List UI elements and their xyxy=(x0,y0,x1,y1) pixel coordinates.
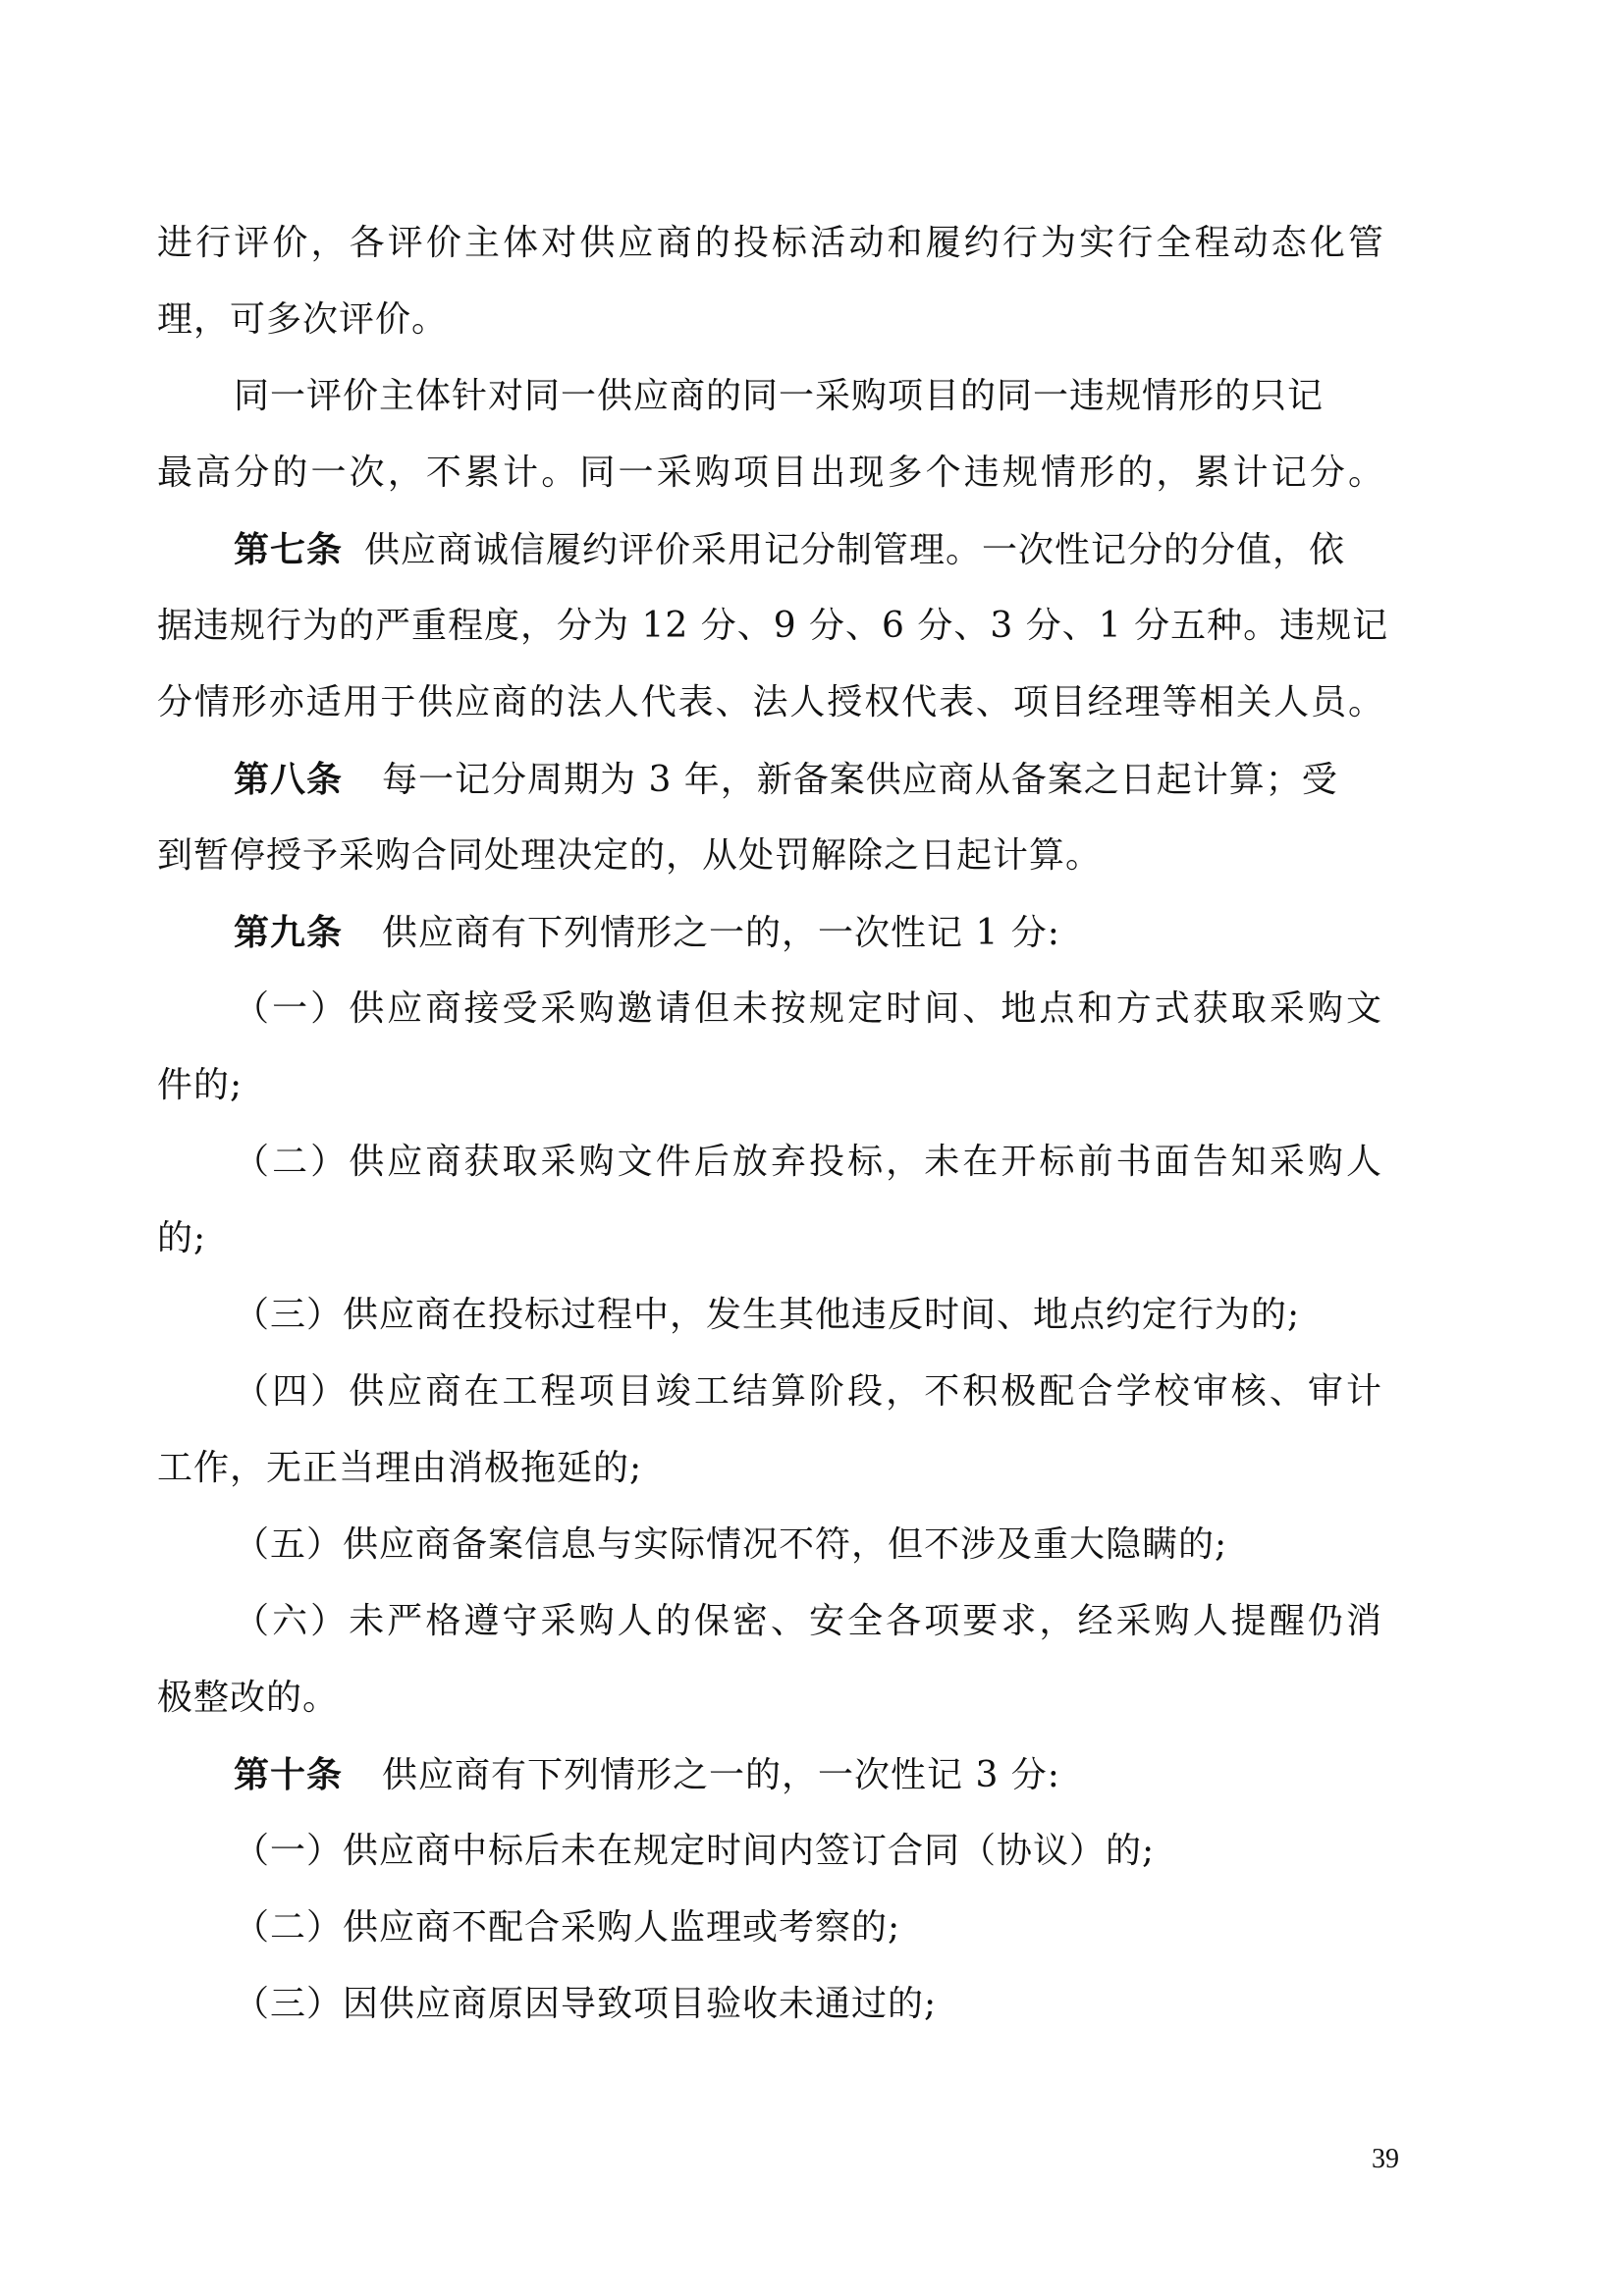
list-item-line xyxy=(234,1286,1384,1345)
article-heading-7: 第七条 xyxy=(234,529,344,570)
line-text: 到暂停授予采购合同处理决定的，从处罚解除之日起计算。 xyxy=(157,835,1103,876)
line-text: （一）供应商中标后未在规定时间内签订合同（协议）的; xyxy=(234,1831,1156,1871)
paragraph-line xyxy=(157,673,1384,732)
list-item-line xyxy=(234,1975,1384,2034)
line-text: （二）供应商不配合采购人监理或考察的; xyxy=(234,1907,901,1948)
list-item-line xyxy=(234,1133,1384,1192)
line-text: 据违规行为的严重程度，分为 12 分、9 分、6 分、3 分、1 分五种。违规记 xyxy=(157,606,1389,646)
article-heading-9: 第九条 xyxy=(234,912,344,953)
line-text: 供应商有下列情形之一的，一次性记 1 分: xyxy=(382,913,1060,953)
line-text: （六）未严格遵守采购人的保密、安全各项要求，经采购人提醒仍消 xyxy=(234,1601,1384,1641)
paragraph-line xyxy=(234,367,1384,426)
line-text: 进行评价，各评价主体对供应商的投标活动和履约行为实行全程动态化管 xyxy=(157,223,1384,263)
article-line xyxy=(234,1745,1384,1804)
line-text: （一）供应商接受采购邀请但未按规定时间、地点和方式获取采购文 xyxy=(234,988,1384,1029)
list-item-line xyxy=(234,1898,1384,1957)
list-item-line xyxy=(234,980,1384,1039)
line-text: （二）供应商获取采购文件后放弃投标，未在开标前书面告知采购人 xyxy=(234,1142,1384,1182)
line-text: 件的; xyxy=(157,1065,243,1105)
paragraph-line xyxy=(157,214,1384,273)
line-text: 分情形亦适用于供应商的法人代表、法人授权代表、项目经理等相关人员。 xyxy=(157,682,1384,722)
list-item-line xyxy=(234,1516,1384,1575)
list-item-line xyxy=(234,1592,1384,1651)
article-heading-10: 第十条 xyxy=(234,1754,344,1795)
paragraph-line xyxy=(157,1209,1384,1268)
line-text: 工作，无正当理由消极拖延的; xyxy=(157,1448,643,1488)
article-line xyxy=(234,750,1384,809)
article-line xyxy=(234,520,1384,579)
line-text: 理，可多次评价。 xyxy=(157,299,449,340)
line-text: 供应商有下列情形之一的，一次性记 3 分: xyxy=(382,1755,1060,1795)
paragraph-line xyxy=(157,1439,1384,1498)
paragraph-line xyxy=(157,291,1384,349)
article-heading-8: 第八条 xyxy=(234,759,344,800)
line-text: 供应商诚信履约评价采用记分制管理。一次性记分的分值，依 xyxy=(364,530,1346,570)
paragraph-line xyxy=(157,1056,1384,1115)
paragraph-line xyxy=(157,1669,1384,1728)
line-text: （三）供应商在投标过程中，发生其他违反时间、地点约定行为的; xyxy=(234,1295,1301,1335)
paragraph-line xyxy=(157,444,1384,503)
line-text: 最高分的一次，不累计。同一采购项目出现多个违规情形的，累计记分。 xyxy=(157,453,1384,493)
line-text: （三）因供应商原因导致项目验收未通过的; xyxy=(234,1984,938,2024)
line-text: 极整改的。 xyxy=(157,1678,340,1718)
line-text: 同一评价主体针对同一供应商的同一采购项目的同一违规情形的只记 xyxy=(234,376,1325,416)
line-text: （四）供应商在工程项目竣工结算阶段，不积极配合学校审核、审计 xyxy=(234,1371,1384,1412)
line-text: （五）供应商备案信息与实际情况不符，但不涉及重大隐瞒的; xyxy=(234,1524,1228,1565)
article-line xyxy=(234,903,1384,962)
page-number: 39 xyxy=(1372,2144,1399,2174)
list-item-line xyxy=(234,1822,1384,1881)
line-text: 每一记分周期为 3 年，新备案供应商从备案之日起计算；受 xyxy=(382,760,1338,800)
paragraph-line xyxy=(157,597,1389,656)
paragraph-line xyxy=(157,827,1384,885)
list-item-line xyxy=(234,1362,1384,1421)
line-text: 的; xyxy=(157,1218,207,1258)
